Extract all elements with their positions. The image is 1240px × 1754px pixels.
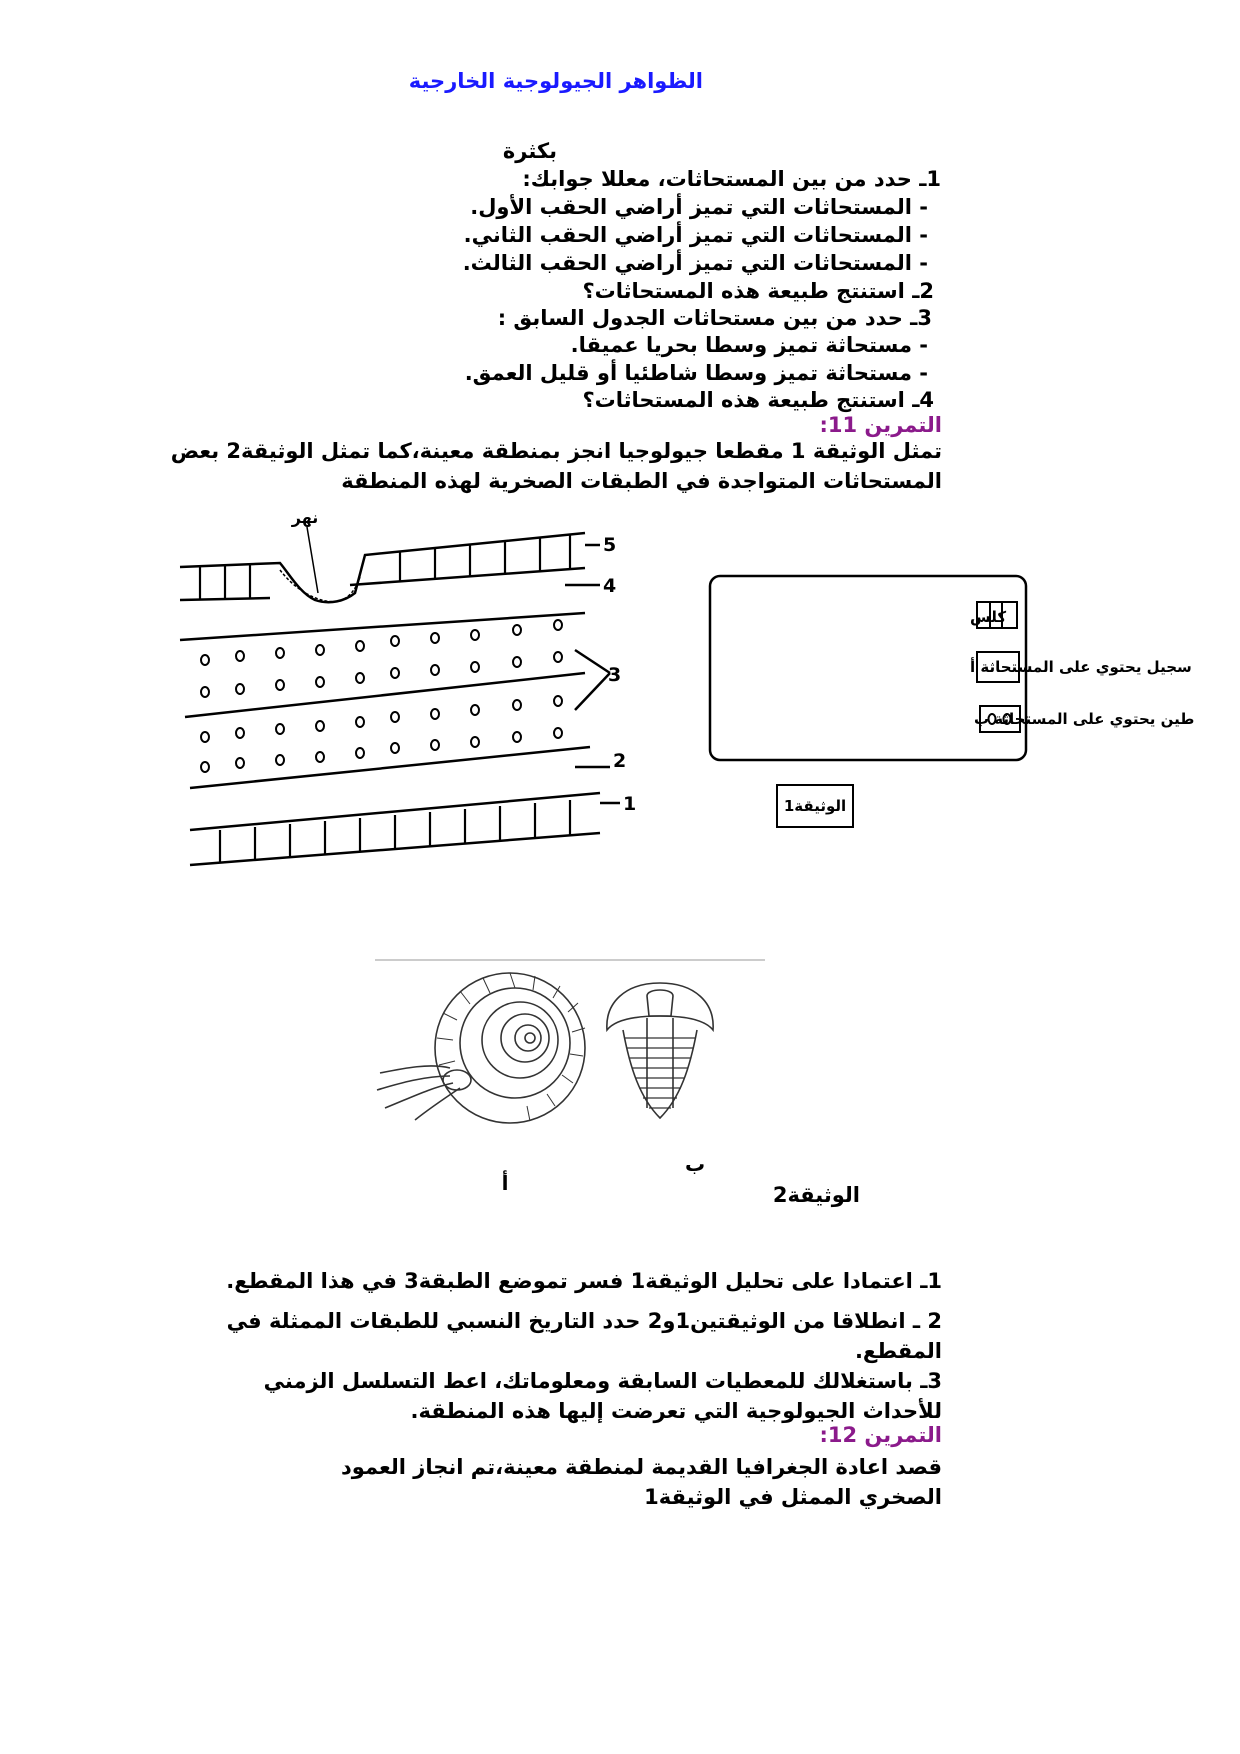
question-3b: - مستحاثة تميز وسطا شاطئيا أو قليل العمق.	[464, 361, 928, 385]
fragment-text: بكثرة	[502, 139, 557, 163]
layer-number-3: 3	[608, 664, 622, 686]
trilobite-fossil	[607, 983, 713, 1118]
exercise-11-question-3: 3ـ باستغلالك للمعطيات السابقة ومعلوماتك، اعط التسلسل الزمني للأحداث الجيولوجية التي تعرضت إليها هذه المنطقة.	[263, 1369, 942, 1423]
exercise-11-question-2: 2 ـ انطلاقا من الوثيقتين1و2 حدد التاريخ النسبي للطبقات الممثلة في المقطع.	[226, 1309, 942, 1363]
figure-2-caption: الوثيقة2	[772, 1183, 860, 1207]
page-title: الظواهر الجيولوجية الخارجية	[408, 69, 703, 93]
fossil-label-a: أ	[501, 1171, 509, 1195]
figure-1-caption: الوثيقة1	[776, 784, 854, 828]
question-4: 4ـ استنتج طبيعة هذه المستحاثات؟	[582, 388, 934, 412]
legend-label-clay: طين يحتوي على المستحاثة ب	[974, 710, 1195, 728]
layer-number-4: 4	[603, 575, 617, 597]
fossil-label-b: ب	[684, 1152, 706, 1176]
legend-label-shale: سجيل يحتوي على المستحاثة أ	[970, 658, 1192, 676]
exercise-12-text: قصد اعادة الجغرافيا القديمة لمنطقة معينة،تم انجاز العمود الصخري الممثل في الوثيقة1	[341, 1455, 942, 1509]
layer-number-5: 5	[603, 534, 617, 556]
question-1b: - المستحاثات التي تميز أراضي الحقب الثاني.	[463, 223, 928, 247]
question-3: 3ـ حدد من بين مستحاثات الجدول السابق :	[497, 306, 932, 330]
question-3a: - مستحاثة تميز وسطا بحريا عميقا.	[570, 333, 928, 357]
fossils-figure	[375, 958, 765, 1203]
legend-box	[700, 572, 1195, 762]
legend-label-limestone: كلس	[970, 608, 1007, 626]
question-1a: - المستحاثات التي تميز أراضي الحقب الأول.	[470, 195, 928, 219]
question-1: 1ـ حدد من بين المستحاثات، معللا جوابك:	[522, 167, 941, 191]
exercise-11-text: تمثل الوثيقة 1 مقطعا جيولوجيا انجز بمنطقة معينة،كما تمثل الوثيقة2 بعض المستحاثات المتواجدة في الطبقات الصخرية لهذه المنطقة	[170, 439, 942, 493]
river-label: نهر	[291, 508, 319, 527]
exercise-12-heading: التمرين 12:	[819, 1423, 942, 1447]
question-1c: - المستحاثات التي تميز أراضي الحقب الثالث.	[462, 251, 928, 275]
question-2: 2ـ استنتج طبيعة هذه المستحاثات؟	[582, 279, 934, 303]
ammonite-fossil	[377, 973, 585, 1123]
layer-number-2: 2	[613, 750, 627, 772]
exercise-11-heading: التمرين 11:	[819, 413, 942, 437]
layer-number-1: 1	[623, 793, 637, 815]
exercise-11-question-1: 1ـ اعتمادا على تحليل الوثيقة1 فسر تموضع الطبقة3 في هذا المقطع.	[226, 1269, 942, 1293]
